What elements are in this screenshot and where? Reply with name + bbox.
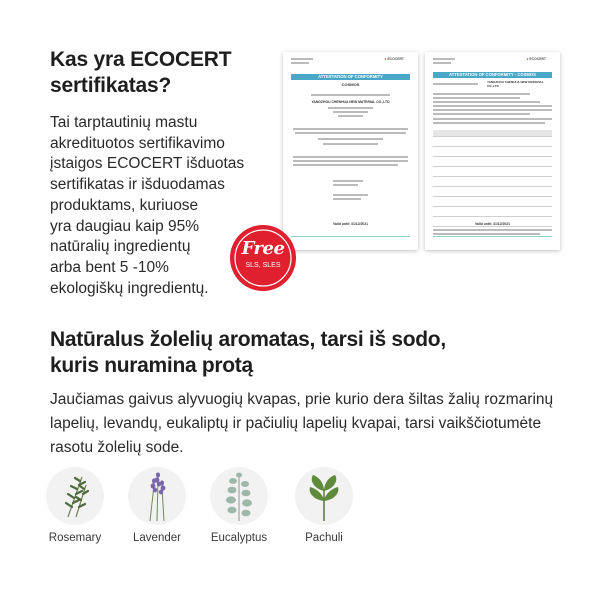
ecocert-description: Tai tarptautinių mastu akredituotos sertifikavimo įstaigos ECOCERT išduotas sertifikatas ir išduodamas produktams, kuriuose yra daugiau kaip 95% natūralių ingredientų arba bent 5 -10% ekologiškų ingredientų. — [50, 114, 245, 297]
herb-rosemary: Rosemary — [30, 467, 120, 544]
certificate-document-2: ● ECOCERT ATTESTATION OF CONFORMITY - COSMOS YANGZHOU CHENHUA NEW MATERIAL CO.,LTD Valid until: 31/12/2021 — [425, 52, 560, 250]
free-sls-sles-badge: Free SLS, SLES — [229, 224, 297, 292]
certificate-company: YANGZHOU CHENHUA NEW MATERIAL CO.,LTD — [311, 100, 390, 104]
ecocert-logo: ● ECOCERT — [526, 57, 546, 61]
herb-eucalyptus: Eucalyptus — [194, 467, 284, 544]
certificate-document-1: ● ECOCERT ATTESTATION OF CONFORMITY COSMOS YANGZHOU CHENHUA NEW MATERIAL CO.,LTD Valid until: 31/12/2021 — [283, 52, 418, 250]
certificate-banner: ATTESTATION OF CONFORMITY — [291, 74, 410, 80]
ecocert-logo: ● ECOCERT — [384, 57, 404, 61]
eucalyptus-icon — [210, 467, 268, 525]
ecocert-heading: Kas yra ECOCERT sertifikatas? — [50, 48, 232, 97]
herb-pachuli: Pachuli — [279, 467, 369, 544]
rosemary-icon — [46, 467, 104, 525]
certificate-table — [433, 130, 552, 227]
aroma-heading: Natūralus žolelių aromatas, tarsi iš sodo, kuris nuramina protą — [50, 328, 446, 377]
lavender-icon — [128, 467, 186, 525]
aroma-description: Jaučiamas gaivus alyvuogių kvapas, prie kurio dera šiltas žalių rozmarinų lapelių, levandų, eukaliptų ir pačiulių lapelių kvapai, tarsi vaikščiotumėte rasotu žolelių sode. — [50, 391, 554, 456]
pachuli-icon — [295, 467, 353, 525]
certificate-banner: ATTESTATION OF CONFORMITY - COSMOS — [433, 72, 552, 78]
herb-lavender: Lavender — [112, 467, 202, 544]
